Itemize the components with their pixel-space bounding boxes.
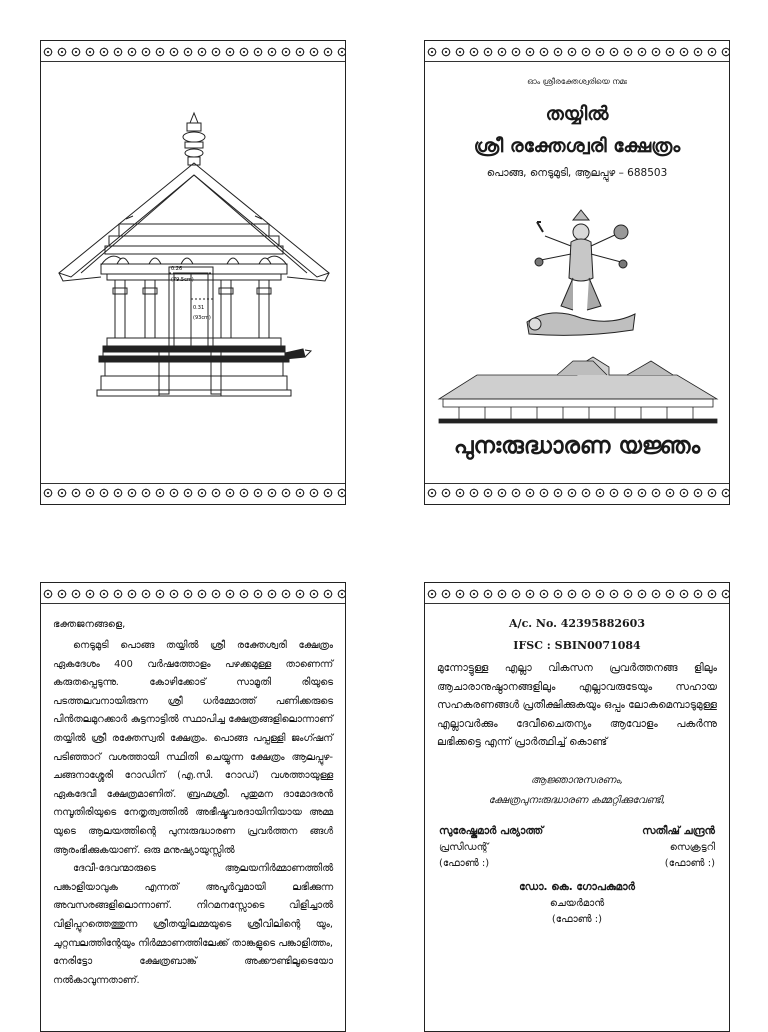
president-name: സുരേഷ്കുമാർ പര്യാത്ത് (439, 825, 544, 837)
letter-panel (40, 582, 346, 1032)
bank-account-number: A/c. No. 42395882603 (509, 617, 645, 630)
dimension-label-b-1: 0.31 (193, 305, 205, 311)
secretary-name: സതീഷ് ചന്ദ്രൻ (642, 825, 715, 837)
dimension-label-a-2: (79.5cm) (171, 277, 194, 283)
letter-paragraph-1: നെടുമുടി പൊങ്ങ തയ്യിൽ ശ്രീ രക്തേശ്വരി ക്ഷേത്രം ഏകദേശം 400 വർഷത്തോളം പഴക്കമുള്ള താണെന്ന് കരുതപ്പെടുന്നു. കോഴിക്കോട് സാമൂതി രിയുടെ പടത്തലവനായിരുന്ന ശ്രീ ധർമ്മോത്ത് പണിക്കരുടെ പിൻതലമുറക്കാർ കുട്ടനാട്ടിൽ സ്ഥാപിച്ച ക്ഷേത്രങ്ങളിലൊന്നാണ് തയ്യിൽ ശ്രീ രക്തേസ്വരി ക്ഷേത്രം. പൊങ്ങ പപ്പള്ളി ജംഗ്ഷന് പടിഞ്ഞാറ് വശത്തായി സ്ഥിതി ചെയ്യുന്ന ക്ഷേത്രം ആലപ്പുഴ-ചങ്ങനാശ്ശേരി റോഡിന് (എ.സി. റോഡ്) വശത്തായുള്ള ഏകദേവീ ക്ഷേത്രമാണിത്. ബ്രഹ്മശ്രീ. പുതുമന ദാമോദരൻ നമ്പൂതിരിയുടെ നേതൃത്വത്തിൽ അഭീഷ്ടവരദായിനിയായ അമ്മ യുടെ ആലയത്തിന്റെ പുനഃരുദ്ധാരണ പ്രവർത്തന ങ്ങൾ ആരംഭിക്കുകയാണ്. ഒരു മനുഷ്യായുസ്സിൽ (53, 640, 333, 856)
chairman-phone: (ഫോൺ :) (551, 914, 603, 925)
temple-illustration (437, 353, 719, 425)
chairman-name: ഡോ. കെ. ഗോപകുമാർ (519, 881, 635, 893)
letter-paragraph-2: ദേവീ-ദേവന്മാരുടെ ആലയനിർമ്മാണത്തിൽ പങ്കാളിയാവുക എന്നത് അപൂർവ്വമായി ലഭിക്കുന്ന അവസരങ്ങളിലൊന്നാണ്. നിറമനസ്സോടെ വിളിച്ചാൽ വിളിപ്പുറത്തെത്തുന്ന ശ്രീതയ്യിലമ്മയുടെ ശ്രീവിലിന്റെ യും, ചുറ്റമ്പലത്തിന്റേയും നിർമ്മാണത്തിലേക്ക് താങ്കളുടെ പങ്കാളിത്തം, നേരിട്ടോ ക്ഷേത്രബാങ്ക് അക്കൗണ്ടിലൂടെയോ നൽകാവുന്നതാണ്. (53, 863, 333, 986)
secretary-role: സെക്രട്ടറി (669, 842, 715, 853)
secretary-phone: (ഫോൺ :) (664, 858, 715, 869)
dimension-label-a-1: 0.26 (171, 266, 183, 272)
decorative-border-top (425, 43, 729, 62)
decorative-border-top (41, 585, 345, 604)
temple-name-line2: ശ്രീ രക്തേശ്വരി ക്ഷേത്രം (473, 135, 681, 157)
temple-elevation-drawing (41, 41, 346, 505)
chairman-signature (425, 879, 729, 928)
chairman-role: ചെയർമാൻ (549, 898, 605, 909)
bank-ifsc-code: IFSC : SBIN0071084 (513, 639, 641, 652)
temple-name-line1: തയ്യിൽ (545, 103, 609, 125)
closing-line-1: ആജ്ഞാനുസരണം, (530, 775, 624, 786)
letter-body (53, 637, 333, 990)
decorative-border-top (425, 585, 729, 604)
letter-greeting: ഭക്തജനങ്ങളെ, (53, 619, 126, 630)
secretary-signature (642, 823, 715, 872)
decorative-border-bottom (41, 483, 345, 502)
dimension-label-b-2: (93cm) (193, 315, 211, 321)
temple-address: പൊങ്ങ, നെടുമുടി, ആലപ്പുഴ – 688503 (486, 167, 668, 179)
event-title: പുനഃരുദ്ധാരണ യജ്ഞം (453, 433, 701, 459)
president-phone: (ഫോൺ :) (439, 858, 490, 869)
invocation-text: ഓം ശ്രീരക്തേശ്വരിയെ നമഃ (527, 77, 627, 86)
cover-panel (424, 40, 730, 505)
appeal-text: മുന്നോട്ടുള്ള എല്ലാ വികസന പ്രവർത്തനങ്ങ ളിലും ആചാരാനുഷ്ഠാനങ്ങളിലും എല്ലാവരുടേയും സഹായ സഹകരണങ്ങൾ പ്രതീക്ഷിക്കുകയും ഒപ്പം ലോകമെമ്പാടുമുള്ള എല്ലാവർക്കും ദേവീചൈതന്യം ആവോളം പകർന്നു ലഭിക്കട്ടെ എന്ന് പ്രാർത്ഥിച്ച് കൊണ്ട് (437, 662, 717, 748)
president-role: പ്രസിഡന്റ് (439, 842, 489, 853)
president-signature (439, 823, 543, 872)
appeal-panel (424, 582, 730, 1032)
drawing-panel (40, 40, 346, 505)
decorative-border-bottom (425, 483, 729, 502)
goddess-illustration (521, 206, 641, 346)
closing-line-2: ക്ഷേത്രപുനഃരുദ്ധാരണ കമ്മറ്റിക്കുവേണ്ടി, (488, 795, 666, 806)
